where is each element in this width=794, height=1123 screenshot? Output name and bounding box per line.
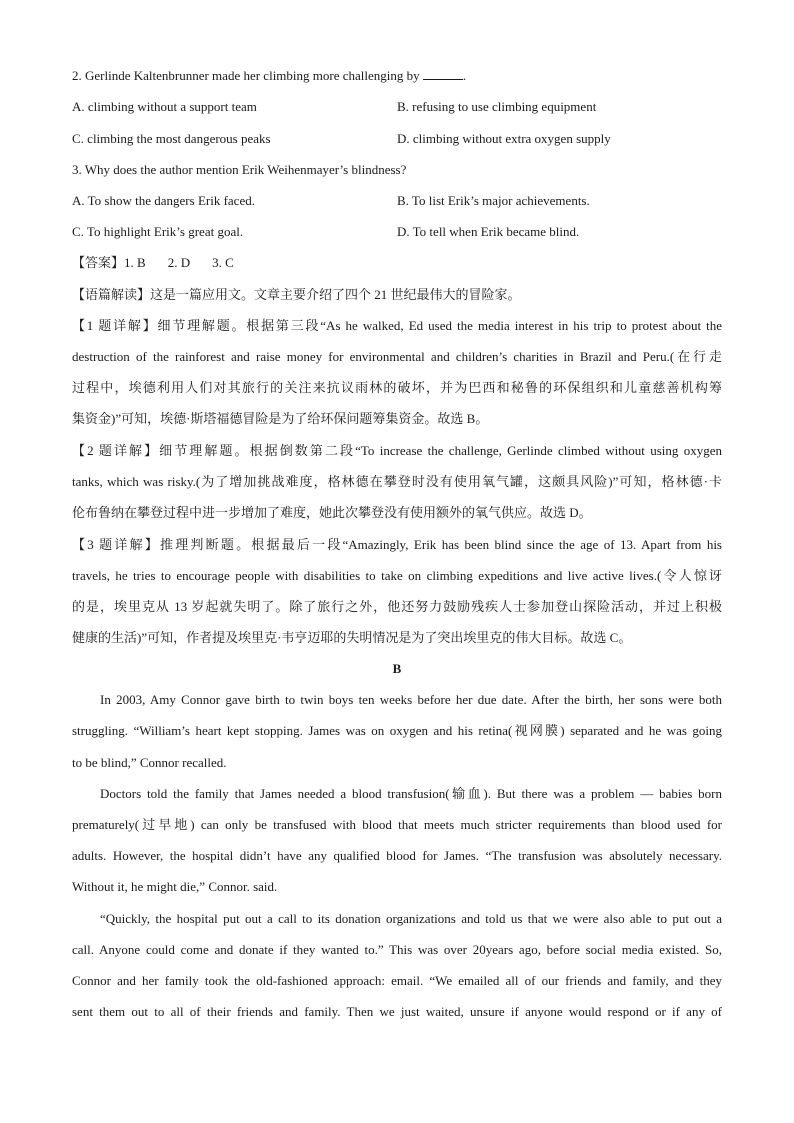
detail-3-line: travels, he tries to encourage people with disabilities to take on climbing expeditions and live active lives.(令人惊讶 (72, 568, 722, 583)
question-3-option-c: C. To highlight Erik’s great goal. (72, 224, 244, 239)
passage-line: In 2003, Amy Connor gave birth to twin boys ten weeks before her due date. After the birth, her sons were both (100, 692, 722, 707)
passage-line: call. Anyone could come and donate if they wanted to.” This was over 20years ago, before social media existed. So, (72, 942, 722, 957)
question-3-stem: 3. Why does the author mention Erik Weihenmayer’s blindness? (72, 162, 407, 177)
detail-2-line: 【2 题详解】细节理解题。根据倒数第二段“To increase the challenge, Gerlinde climbed without using oxygen (72, 443, 722, 458)
detail-2-label: 【2 题详解】 (72, 443, 160, 458)
passage-line: prematurely(过早地) can only be transfused with blood that meets much stricter requirements than blood used for (72, 817, 722, 832)
answer-label: 【答案】 (72, 255, 125, 270)
analysis-text: 这是一篇应用文。文章主要介绍了四个 21 世纪最伟大的冒险家。 (150, 287, 521, 302)
question-2-text: 2. Gerlinde Kaltenbrunner made her climbing more challenging by (72, 68, 420, 83)
detail-1-line: 过程中，埃德利用人们对其旅行的关注来抗议雨林的破坏，并为巴西和秘鲁的环保组织和儿童慈善机构筹 (72, 380, 722, 395)
detail-3-label: 【3 题详解】 (72, 537, 161, 552)
passage-line: sent them out to all of their friends and family. Then we just waited, unsure if anyone would respond or if any of (72, 1004, 722, 1019)
answer-blank (423, 68, 463, 80)
question-2-option-d: D. climbing without extra oxygen supply (397, 131, 611, 146)
passage-line: struggling. “William’s heart kept stopping. James was on oxygen and his retina(视网膜) separated and he was going (72, 723, 722, 738)
detail-3-line: 健康的生活)”可知，作者提及埃里克·韦亨迈耶的失明情况是为了突出埃里克的伟大目标。故选 C。 (72, 630, 632, 645)
detail-2-line: tanks, which was risky.(为了增加挑战难度，格林德在攀登时没有使用氧气罐，这颇具风险)”可知，格林德·卡 (72, 474, 722, 489)
passage-line: “Quickly, the hospital put out a call to its donation organizations and told us that we were also able to put out a (100, 911, 722, 926)
analysis-label: 【语篇解读】 (72, 287, 151, 302)
detail-2-line: 伦布鲁纳在攀登过程中进一步增加了难度，她此次攀登没有使用额外的氧气供应。故选 D。 (72, 505, 592, 520)
question-2-option-c: C. climbing the most dangerous peaks (72, 131, 271, 146)
question-2-option-b: B. refusing to use climbing equipment (397, 99, 597, 114)
detail-3-line: 的是，埃里克从 13 岁起就失明了。除了旅行之外，他还努力鼓励残疾人士参加登山探险活动，并过上积极 (72, 599, 722, 614)
question-3-option-d: D. To tell when Erik became blind. (397, 224, 580, 239)
section-heading: B (392, 661, 402, 676)
passage-line: to be blind,” Connor recalled. (72, 755, 227, 770)
answer-2: 2. D (167, 255, 191, 270)
passage-line: adults. However, the hospital didn’t have any qualified blood for James. “The transfusion was absolutely necessary. (72, 848, 722, 863)
answer-1: 1. B (124, 255, 146, 270)
question-3-option-b: B. To list Erik’s major achievements. (397, 193, 590, 208)
detail-1-line: 【1 题详解】细节理解题。根据第三段“As he walked, Ed used the media interest in his trip to protest about the (72, 318, 722, 333)
detail-1-line: destruction of the rainforest and raise money for environmental and children’s charities in Brazil and Peru.(在行走 (72, 349, 722, 364)
question-2-stem (72, 68, 466, 84)
answer-key (72, 255, 234, 271)
detail-1-line: 集资金)”可知，埃德·斯塔福德冒险是为了给环保问题筹集资金。故选 B。 (72, 411, 489, 426)
passage-line: Connor and her family took the old-fashioned approach: email. “We emailed all of our friends and family, and they (72, 973, 722, 988)
question-2-end: . (462, 68, 467, 83)
answer-3: 3. C (212, 255, 234, 270)
discourse-analysis (72, 287, 521, 303)
detail-1-label: 【1 题详解】 (72, 318, 158, 333)
question-2-option-a: A. climbing without a support team (72, 99, 257, 114)
passage-line: Doctors told the family that James needed a blood transfusion(输血). But there was a problem — babies born (100, 786, 722, 801)
passage-line: Without it, he might die,” Connor. said. (72, 879, 278, 894)
detail-3-line: 【3 题详解】推理判断题。根据最后一段“Amazingly, Erik has been blind since the age of 13. Apart from his (72, 537, 722, 552)
question-3-option-a: A. To show the dangers Erik faced. (72, 193, 255, 208)
